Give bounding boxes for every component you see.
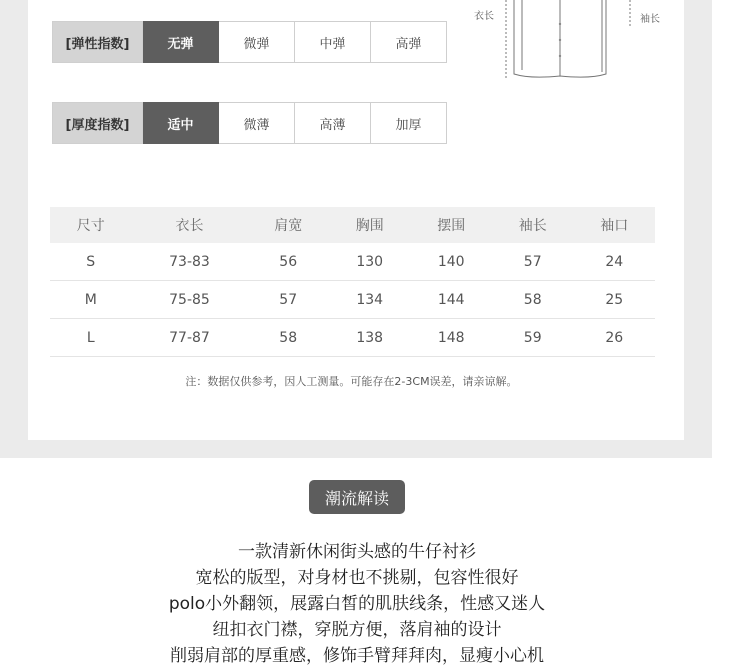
elasticity-option-high: 高弹 <box>371 21 447 63</box>
table-cell: 140 <box>410 243 492 281</box>
elasticity-label: [弹性指数] <box>52 21 143 63</box>
elasticity-option-slight: 微弹 <box>219 21 295 63</box>
header-chest: 胸围 <box>329 207 411 243</box>
description-line: 宽松的版型，对身材也不挑剔，包容性很好 <box>195 568 519 588</box>
table-cell: 138 <box>329 319 411 357</box>
table-cell: 24 <box>573 243 655 281</box>
table-cell: 56 <box>247 243 329 281</box>
thickness-index-row <box>52 102 447 144</box>
section-title-badge: 潮流解读 <box>309 480 405 514</box>
length-label: 衣长 <box>474 11 494 22</box>
table-cell: 57 <box>247 281 329 319</box>
header-cuff: 袖口 <box>573 207 655 243</box>
thickness-label: [厚度指数] <box>52 102 143 144</box>
table-cell: 75-85 <box>132 281 248 319</box>
measurement-note: 注：数据仅供参考，因人工测量。可能存在2-3CM误差，请亲谅解。 <box>185 375 518 388</box>
description-line: 削弱肩部的厚重感，修饰手臂拜拜肉，显瘦小心机 <box>170 646 544 666</box>
table-cell: 25 <box>573 281 655 319</box>
thickness-option-thick: 加厚 <box>371 102 447 144</box>
table-row <box>50 319 655 357</box>
table-cell: 57 <box>492 243 574 281</box>
description-line: 纽扣衣门襟，穿脱方便，落肩袖的设计 <box>212 620 502 640</box>
size-table <box>50 207 655 357</box>
table-cell: 77-87 <box>132 319 248 357</box>
elasticity-option-medium: 中弹 <box>295 21 371 63</box>
table-cell: M <box>50 281 132 319</box>
description-line: 一款清新休闲街头感的牛仔衬衫 <box>238 542 476 562</box>
table-cell: 73-83 <box>132 243 248 281</box>
table-cell: 59 <box>492 319 574 357</box>
table-cell: 148 <box>410 319 492 357</box>
thickness-option-slightly-thin: 微薄 <box>219 102 295 144</box>
table-row <box>50 243 655 281</box>
table-cell: 58 <box>492 281 574 319</box>
elasticity-option-none: 无弹 <box>143 21 219 63</box>
table-cell: 134 <box>329 281 411 319</box>
thickness-option-thin: 高薄 <box>295 102 371 144</box>
table-cell: 144 <box>410 281 492 319</box>
thickness-option-moderate: 适中 <box>143 102 219 144</box>
header-sleeve: 袖长 <box>492 207 574 243</box>
header-size: 尺寸 <box>50 207 132 243</box>
header-hem: 摆围 <box>410 207 492 243</box>
header-shoulder: 肩宽 <box>247 207 329 243</box>
table-cell: L <box>50 319 132 357</box>
table-cell: 26 <box>573 319 655 357</box>
sleeve-length-label: 袖长 <box>640 14 660 25</box>
table-row <box>50 281 655 319</box>
table-cell: S <box>50 243 132 281</box>
header-length: 衣长 <box>132 207 248 243</box>
size-table-header <box>50 207 655 243</box>
table-cell: 58 <box>247 319 329 357</box>
table-cell: 130 <box>329 243 411 281</box>
elasticity-index-row <box>52 21 447 63</box>
description-line: polo小外翻领，展露白皙的肌肤线条，性感又迷人 <box>168 594 546 614</box>
